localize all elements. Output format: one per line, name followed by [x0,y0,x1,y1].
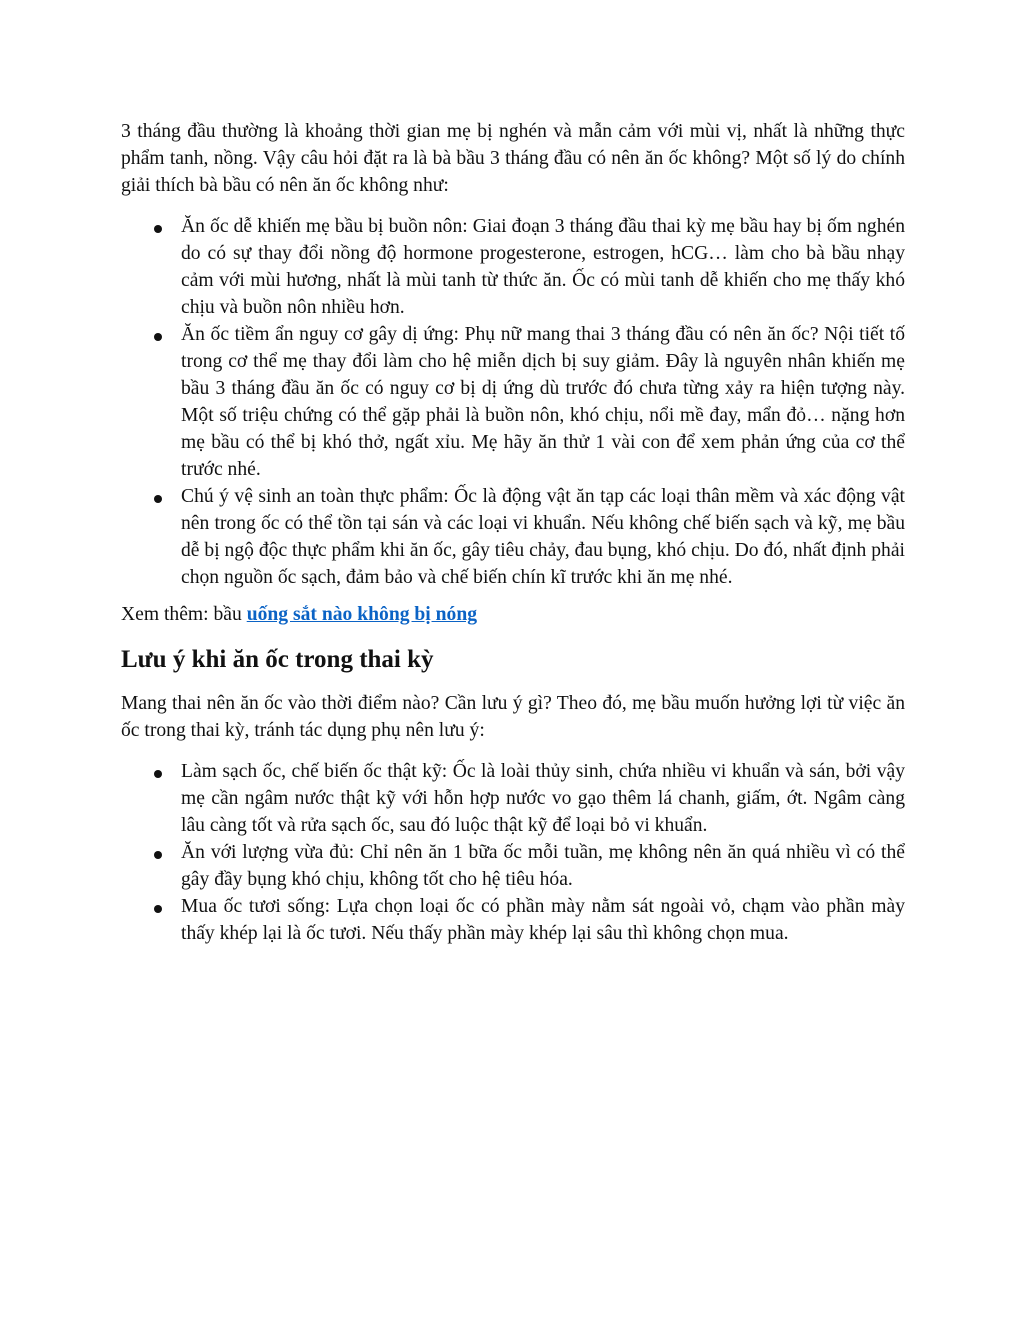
bullet-icon [154,333,162,341]
see-also [121,601,905,628]
section2-heading: Lưu ý khi ăn ốc trong thai kỳ [121,646,434,673]
section1-intro: 3 tháng đầu thường là khoảng thời gian mẹ bị nghén và mẫn cảm với mùi vị, nhất là những thực phẩm tanh, nồng. Vậy câu hỏi đặt ra là bà bầu 3 tháng đầu có nên ăn ốc không? Một số lý do chính giải thích bà bầu có nên ăn ốc không như: [121,121,905,196]
list-item-text: Mua ốc tươi sống: Lựa chọn loại ốc có phần mày nằm sát ngoài vỏ, chạm vào phần mày thấy khép lại là ốc tươi. Nếu thấy phần mày khép lại sâu thì không chọn mua. [181,896,905,944]
list-item-text: Ăn với lượng vừa đủ: Chỉ nên ăn 1 bữa ốc mỗi tuần, mẹ không nên ăn quá nhiều vì có thể gây đầy bụng khó chịu, không tốt cho hệ tiêu hóa. [181,842,905,890]
bullet-icon [154,905,162,913]
bullet-icon [154,225,162,233]
list-item-text: Ăn ốc tiềm ẩn nguy cơ gây dị ứng: Phụ nữ mang thai 3 tháng đầu có nên ăn ốc? Nội tiết tố trong cơ thể mẹ thay đổi làm cho hệ miễn dịch bị suy giảm. Đây là nguyên nhân khiến mẹ bầu 3 tháng đầu ăn ốc có nguy cơ bị dị ứng dù trước đó chưa từng xảy ra hiện tượng này. Một số triệu chứng có thể gặp phải là buồn nôn, khó chịu, nổi mề đay, mẩn đỏ… nặng hơn mẹ bầu có thể bị khó thở, ngất xỉu. Mẹ hãy ăn thử 1 vài con để xem phản ứng của cơ thể trước nhé. [181,324,905,480]
bullet-icon [154,495,162,503]
list-item-text: Làm sạch ốc, chế biến ốc thật kỹ: Ốc là loài thủy sinh, chứa nhiều vi khuẩn và sán, bởi vậy mẹ cần ngâm nước thật kỹ với hỗn hợp nước vo gạo thêm lá chanh, giấm, ớt. Ngâm càng lâu càng tốt và rửa sạch ốc, sau đó luộc thật kỹ để loại bỏ vi khuẩn. [181,761,905,836]
list-item [121,839,905,893]
list-item [121,213,905,321]
document-page [121,118,905,957]
list-item [121,483,905,591]
list-item [121,321,905,483]
section2-bullet-list [121,758,905,947]
list-item [121,893,905,947]
list-item-text: Chú ý vệ sinh an toàn thực phẩm: Ốc là động vật ăn tạp các loại thân mềm và xác động vật nên trong ốc có thể tồn tại sán và các loại vi khuẩn. Nếu không chế biến sạch và kỹ, mẹ bầu dễ bị ngộ độc thực phẩm khi ăn ốc, gây tiêu chảy, đau bụng, khó chịu. Do đó, nhất định phải chọn nguồn ốc sạch, đảm bảo và chế biến chín kĩ trước khi ăn mẹ nhé. [181,486,905,588]
bullet-icon [154,770,162,778]
bullet-icon [154,851,162,859]
section2-intro: Mang thai nên ăn ốc vào thời điểm nào? Cần lưu ý gì? Theo đó, mẹ bầu muốn hưởng lợi từ việc ăn ốc trong thai kỳ, tránh tác dụng phụ nên lưu ý: [121,693,905,741]
see-also-prefix: Xem thêm: bầu [121,604,247,625]
list-item-text: Ăn ốc dễ khiến mẹ bầu bị buồn nôn: Giai đoạn 3 tháng đầu thai kỳ mẹ bầu hay bị ốm nghén do có sự thay đổi nồng độ hormone progesterone, estrogen, hCG… làm cho bà bầu nhạy cảm với mùi hương, nhất là mùi tanh từ thức ăn. Ốc có mùi tanh dễ khiến cho mẹ thấy khó chịu và buồn nôn nhiều hơn. [181,216,905,318]
see-also-link[interactable]: uống sắt nào không bị nóng [246,604,478,625]
list-item [121,758,905,839]
section1-bullet-list [121,213,905,591]
